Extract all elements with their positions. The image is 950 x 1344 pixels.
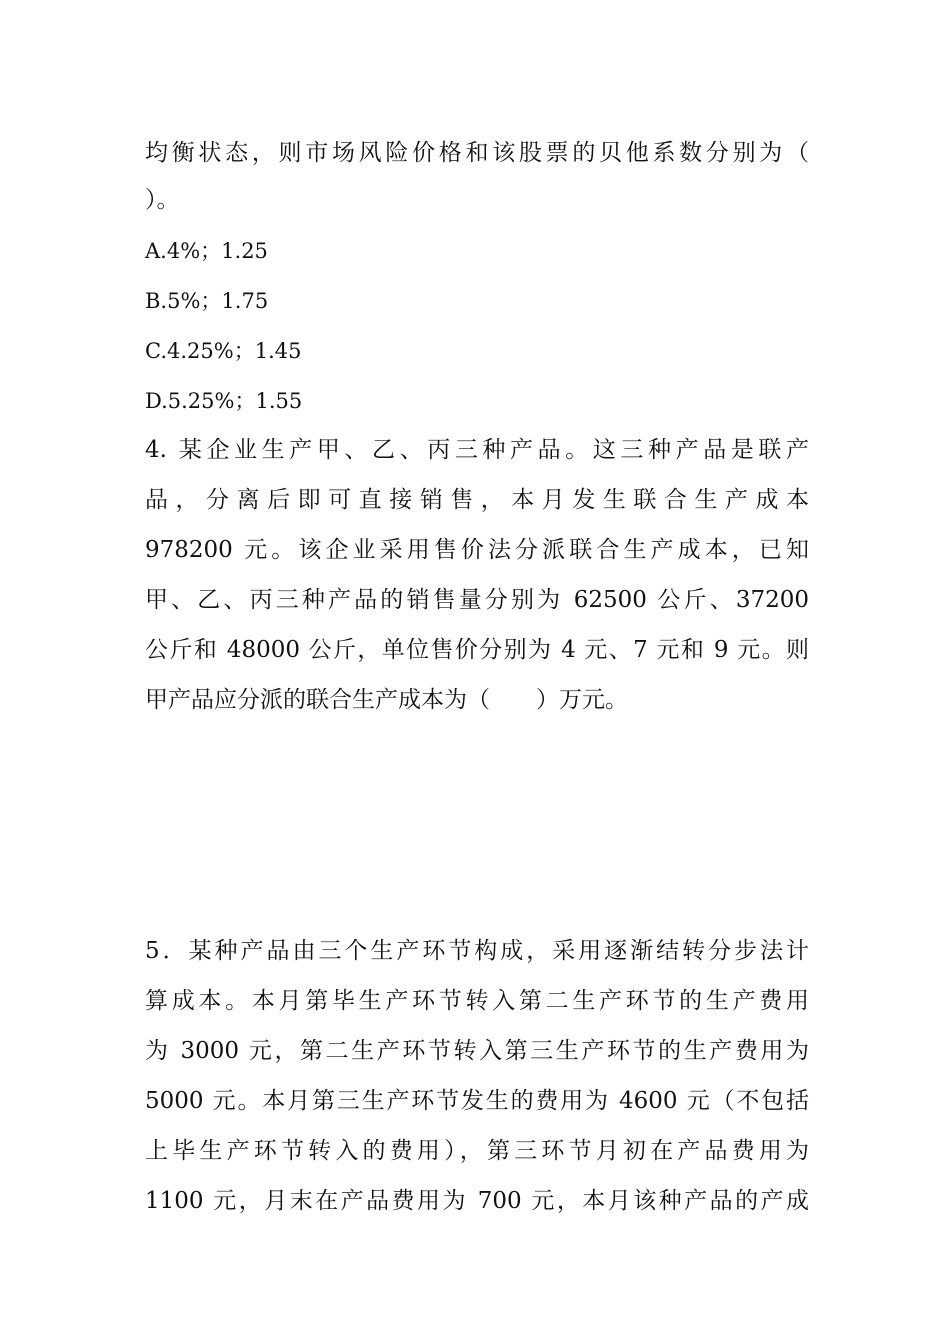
q3-option-c: C.4.25%；1.45 xyxy=(145,339,302,363)
q4-text-line-1: 4. 某企业生产甲、乙、丙三种产品。这三种产品是联产 xyxy=(145,437,809,463)
q3-option-d: D.5.25%；1.55 xyxy=(145,389,303,413)
q4-text-line-6: 甲产品应分派的联合生产成本为（ ）万元。 xyxy=(145,687,628,713)
q4-text-line-3: 978200 元。该企业采用售价法分派联合生产成本，已知 xyxy=(145,537,809,563)
q4-text-line-5: 公斤和 48000 公斤，单位售价分别为 4 元、7 元和 9 元。则 xyxy=(145,637,809,663)
q3-option-a: A.4%；1.25 xyxy=(145,239,268,263)
q3-text-line-1: 均衡状态，则市场风险价格和该股票的贝他系数分别为（ xyxy=(145,140,809,166)
q5-text-line-5: 上毕生产环节转入的费用），第三环节月初在产品费用为 xyxy=(145,1138,809,1164)
q3-option-b: B.5%；1.75 xyxy=(145,289,269,313)
q4-text-line-2: 品，分离后即可直接销售，本月发生联合生产成本 xyxy=(145,487,809,513)
q3-text-line-2: ）。 xyxy=(145,187,180,213)
q5-text-line-4: 5000 元。本月第三生产环节发生的费用为 4600 元（不包括 xyxy=(145,1088,809,1114)
q4-text-line-4: 甲、乙、丙三种产品的销售量分别为 62500 公斤、37200 xyxy=(145,587,809,613)
q5-text-line-1: 5．某种产品由三个生产环节构成，采用逐渐结转分步法计 xyxy=(145,938,809,964)
q5-text-line-6: 1100 元，月末在产品费用为 700 元，本月该种产品的产成 xyxy=(145,1188,809,1214)
q5-text-line-3: 为 3000 元，第二生产环节转入第三生产环节的生产费用为 xyxy=(145,1038,809,1064)
q5-text-line-2: 算成本。本月第毕生产环节转入第二生产环节的生产费用 xyxy=(145,988,809,1014)
